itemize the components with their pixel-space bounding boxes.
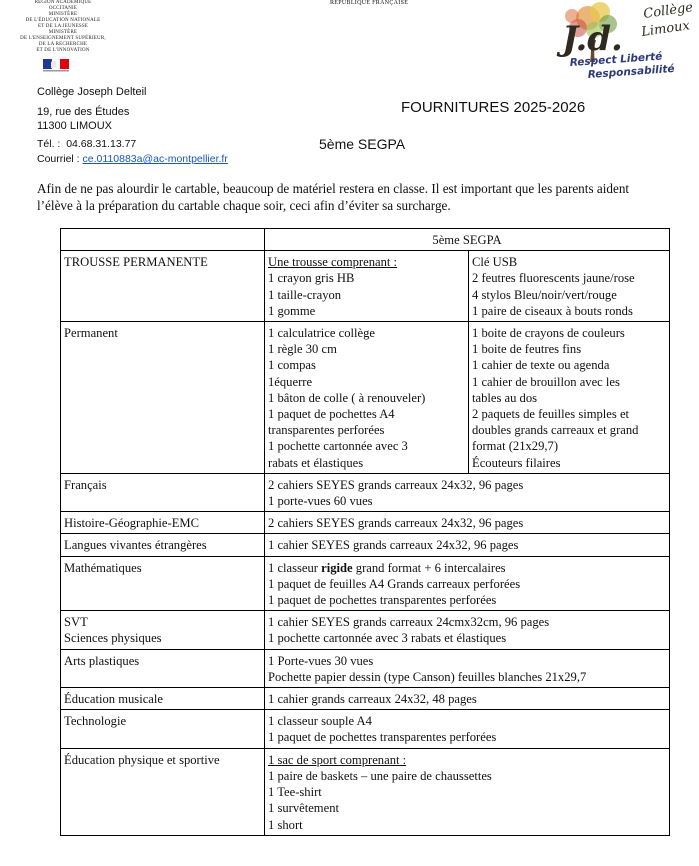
list-item: 1 paquet de pochettes transparentes perforées <box>268 730 497 745</box>
list-item: 1 pochette cartonnée avec 3 rabats et élastiques <box>268 631 507 646</box>
table-row <box>61 710 670 748</box>
marianne-flag-icon <box>43 59 69 73</box>
table-row <box>61 534 670 556</box>
table-row <box>61 748 670 835</box>
items-cell <box>265 748 670 835</box>
list-item: 1 gomme <box>268 303 316 318</box>
phone-label: Tél. : <box>37 138 61 150</box>
list-item: transparentes perforées <box>268 423 385 438</box>
ministry-line: ET DE L'INNOVATION <box>36 48 90 53</box>
list-item: 1 paire de baskets – une paire de chaussettes <box>268 768 492 783</box>
ministry-line: OCCITANIE <box>48 6 78 11</box>
school-name: Collège Joseph Delteil <box>37 86 147 98</box>
items-cell <box>265 649 670 687</box>
logo-city-text: Limoux <box>640 18 691 40</box>
list-item: 1 Porte-vues 30 vues <box>268 653 374 668</box>
list-item: 1 paquet de pochettes A4 <box>268 407 395 422</box>
list-item: 1 compas <box>268 358 316 373</box>
table-header-row <box>61 229 670 251</box>
items-cell <box>265 710 670 748</box>
logo-motto-line1: Respect Liberté <box>569 50 663 69</box>
supplies-table <box>60 228 670 836</box>
ministry-line: DE L'ÉDUCATION NATIONALE <box>25 18 101 23</box>
list-item: 1 paire de ciseaux à bouts ronds <box>472 303 633 318</box>
ministry-line: ET DE LA JEUNESSE <box>37 24 89 29</box>
items-cell <box>265 556 670 611</box>
list-item: 1 cahier de texte ou agenda <box>472 358 610 373</box>
list-item: 2 feutres fluorescents jaune/rose <box>472 271 635 286</box>
phone-number: 04.68.31.13.77 <box>66 138 137 150</box>
list-item: 1 boite de feutres fins <box>472 342 582 357</box>
list-item: tables au dos <box>472 390 538 405</box>
list-item: 2 cahiers SEYES grands carreaux 24x32, 96 pages <box>268 477 524 492</box>
list-item: Clé USB <box>472 255 518 270</box>
logo-motto-line2: Responsabilité <box>587 62 675 81</box>
list-item: 2 paquets de feuilles simples et <box>472 407 630 422</box>
table-row <box>61 251 670 322</box>
list-item: 1 Tee-shirt <box>268 785 322 800</box>
subject-cell: Français <box>61 473 265 511</box>
subject-cell: Éducation musicale <box>61 688 265 710</box>
permanent-col2 <box>469 322 670 474</box>
subject-cell: Langues vivantes étrangères <box>61 534 265 556</box>
ministry-line: DE LA RECHERCHE <box>38 42 88 47</box>
list-item: rabats et élastiques <box>268 455 364 470</box>
ministry-line: DE L'ENSEIGNEMENT SUPÉRIEUR, <box>20 36 106 41</box>
eps-heading: 1 sac de sport comprenant : <box>268 752 407 767</box>
email-link[interactable]: ce.0110883a@ac-montpellier.fr <box>82 153 228 165</box>
trousse-heading: Une trousse comprenant : <box>268 255 398 270</box>
list-item: doubles grands carreaux et grand <box>472 423 639 438</box>
list-item: 1 survêtement <box>268 801 339 816</box>
items-cell <box>265 611 670 649</box>
items-cell <box>265 534 670 556</box>
document-title: FOURNITURES 2025-2026 <box>401 99 586 116</box>
subject-cell: Technologie <box>61 710 265 748</box>
list-item: 1 pochette cartonnée avec 3 <box>268 439 408 454</box>
subject-cell: Permanent <box>61 322 265 474</box>
subject-cell: SVT Sciences physiques <box>61 611 265 649</box>
bold-word: rigide <box>321 560 353 575</box>
list-item: 1 règle 30 cm <box>268 342 337 357</box>
list-item: 1 boite de crayons de couleurs <box>472 326 625 341</box>
email-label: Courriel : <box>37 153 80 165</box>
school-city: 11300 LIMOUX <box>37 120 113 132</box>
list-item: 1 paquet de pochettes transparentes perforées <box>268 593 497 608</box>
list-item: 1 calculatrice collège <box>268 326 375 341</box>
list-item: 1 cahier SEYES grands carreaux 24cmx32cm, 96 pages <box>268 615 550 630</box>
ministry-block <box>8 0 118 54</box>
ministry-line: MINISTÈRE <box>48 12 78 17</box>
items-cell <box>265 473 670 511</box>
subject-cell: Arts plastiques <box>61 649 265 687</box>
list-item: 1 classeur souple A4 <box>268 714 372 729</box>
college-logo <box>548 0 696 88</box>
table-row <box>61 473 670 511</box>
list-item: Écouteurs filaires <box>472 455 561 470</box>
table-row <box>61 649 670 687</box>
trousse-col2 <box>469 251 670 322</box>
school-street: 19, rue des Études <box>37 106 130 118</box>
ministry-line: MINISTÈRE <box>48 30 78 35</box>
list-item: 1 classeur rigide grand format + 6 intercalaires <box>268 560 506 575</box>
list-item: 2 cahiers SEYES grands carreaux 24x32, 96 pages <box>268 516 524 531</box>
table-row <box>61 688 670 710</box>
logo-college-text: Collège <box>642 0 694 22</box>
list-item: 1 short <box>268 817 303 832</box>
table-row <box>61 611 670 649</box>
subject-cell: TROUSSE PERMANENTE <box>61 251 265 322</box>
list-item: 1 bâton de colle ( à renouveler) <box>268 390 426 405</box>
table-row <box>61 322 670 474</box>
subject-cell: Mathématiques <box>61 556 265 611</box>
list-item: 4 stylos Bleu/noir/vert/rouge <box>472 287 617 302</box>
list-item: 1 crayon gris HB <box>268 271 355 286</box>
items-cell <box>265 512 670 534</box>
school-phone <box>37 138 136 150</box>
items-cell <box>265 688 670 710</box>
subject-cell: Éducation physique et sportive <box>61 748 265 835</box>
table-header-class: 5ème SEGPA <box>265 229 670 251</box>
list-item: 1 porte-vues 60 vues <box>268 494 373 509</box>
list-item: Pochette papier dessin (type Canson) feuilles blanches 21x29,7 <box>268 669 587 684</box>
permanent-col1 <box>265 322 469 474</box>
intro-paragraph: Afin de ne pas alourdir le cartable, beaucoup de matériel restera en classe. Il est important que les parents aident l’élève à la préparation du cartable chaque soir, ceci afin d’éviter sa surcharge. <box>37 181 630 213</box>
table-row <box>61 556 670 611</box>
school-email <box>37 153 228 165</box>
republique-francaise-label: RÉPUBLIQUE FRANÇAISE <box>330 0 409 6</box>
list-item: 1équerre <box>268 374 313 389</box>
class-title: 5ème SEGPA <box>319 136 406 152</box>
list-item: 1 cahier grands carreaux 24x32, 48 pages <box>268 692 477 707</box>
list-item: 1 cahier de brouillon avec les <box>472 374 620 389</box>
ministry-line: RÉGION ACADÉMIQUE <box>34 0 92 5</box>
trousse-col1 <box>265 251 469 322</box>
list-item: 1 taille-crayon <box>268 287 342 302</box>
table-header-empty <box>61 229 265 251</box>
subject-cell: Histoire-Géographie-EMC <box>61 512 265 534</box>
list-item: 1 cahier SEYES grands carreaux 24x32, 96 pages <box>268 538 519 553</box>
list-item: format (21x29,7) <box>472 439 559 454</box>
svg-text:J.d.: J.d. <box>562 19 623 59</box>
list-item: 1 paquet de feuilles A4 Grands carreaux perforées <box>268 576 521 591</box>
table-row <box>61 512 670 534</box>
